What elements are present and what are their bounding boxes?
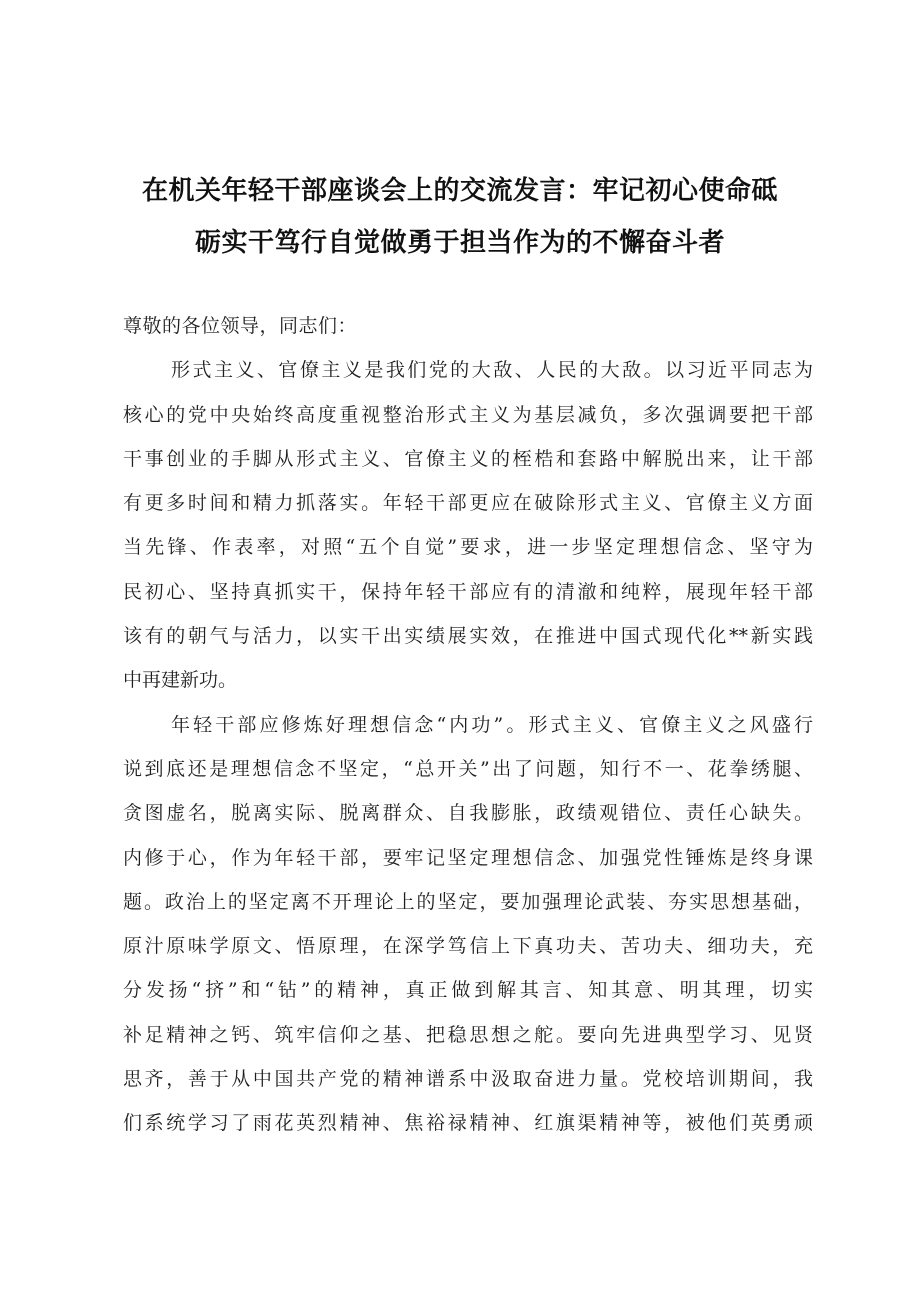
- paragraph-line: 分发扬“挤”和“钻”的精神，真正做到解其言、知其意、明其理，切实: [123, 979, 813, 1002]
- paragraph-line: 内修于心，作为年轻干部，要牢记坚定理想信念、加强党性锤炼是终身课: [123, 846, 813, 869]
- salutation: 尊敬的各位领导，同志们：: [123, 315, 358, 337]
- paragraph-line: 有更多时间和精力抓落实。年轻干部更应在破除形式主义、官僚主义方面: [123, 492, 813, 515]
- paragraph-line: 民初心、坚持真抓实干，保持年轻干部应有的清澈和纯粹，展现年轻干部: [123, 580, 813, 603]
- paragraph-line: 原汁原味学原文、悟原理，在深学笃信上下真功夫、苦功夫、细功夫，充: [123, 935, 813, 958]
- document-body: [123, 304, 813, 1146]
- paragraph-line: 干事创业的手脚从形式主义、官僚主义的桎梏和套路中解脱出来，让干部: [123, 447, 813, 470]
- paragraph-line: 当先锋、作表率，对照“五个自觉”要求，进一步坚定理想信念、坚守为: [123, 536, 813, 559]
- paragraph-line: 核心的党中央始终高度重视整治形式主义为基层减负，多次强调要把干部: [123, 403, 813, 426]
- title-line-2: 砺实干笃行自觉做勇于担当作为的不懈奋斗者: [194, 228, 725, 258]
- paragraph-line: 该有的朝气与活力，以实干出实绩展实效，在推进中国式现代化**新实践: [123, 625, 813, 648]
- paragraph-line: 说到底还是理想信念不坚定，“总开关”出了问题，知行不一、花拳绣腿、: [123, 757, 813, 780]
- paragraph-2: [123, 703, 813, 1146]
- paragraph-line: 们系统学习了雨花英烈精神、焦裕禄精神、红旗渠精神等，被他们英勇顽: [123, 1112, 813, 1135]
- title-line-1: 在机关年轻干部座谈会上的交流发言：牢记初心使命砥: [141, 176, 778, 206]
- paragraph-line: 补足精神之钙、筑牢信仰之基、把稳思想之舵。要向先进典型学习、见贤: [123, 1023, 813, 1046]
- paragraph-line: 思齐，善于从中国共产党的精神谱系中汲取奋进力量。党校培训期间，我: [123, 1068, 813, 1091]
- paragraph-line: 中再建新功。: [123, 669, 238, 692]
- document-title: [100, 165, 820, 269]
- paragraph-line: 贪图虚名，脱离实际、脱离群众、自我膨胀，政绩观错位、责任心缺失。: [123, 802, 813, 825]
- paragraph-1: [123, 348, 813, 702]
- paragraph-line: 年轻干部应修炼好理想信念“内功”。形式主义、官僚主义之风盛行: [171, 713, 813, 736]
- paragraph-line: 形式主义、官僚主义是我们党的大敌、人民的大敌。以习近平同志为: [171, 359, 813, 382]
- paragraph-line: 题。政治上的坚定离不开理论上的坚定，要加强理论武装、夯实思想基础，: [123, 890, 813, 913]
